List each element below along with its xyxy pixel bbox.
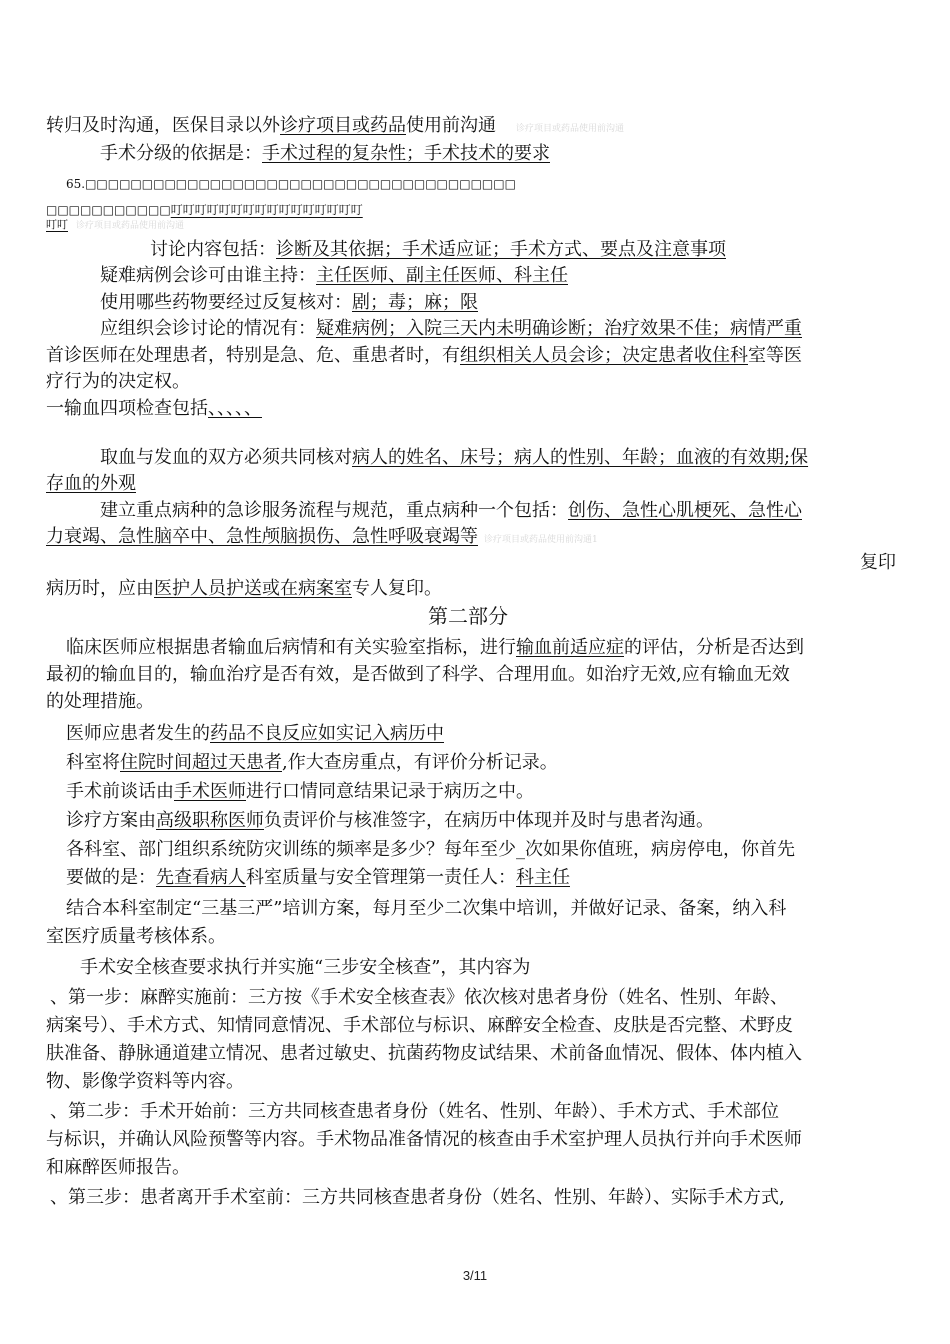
text-line: 结合本科室制定“三基三严”培训方案，每月至少二次集中培训，并做好记录、备案，纳入科	[66, 898, 787, 919]
text-line: 、第二步：手术开始前：三方共同核查患者身份（姓名、性别、年龄）、手术方式、手术部位	[50, 1101, 779, 1122]
text-span: 诊疗方案由	[66, 810, 156, 831]
text-line	[46, 525, 598, 552]
text-line	[46, 397, 262, 421]
text-line: 手术安全核查要求执行并实施“三步安全核查”，其内容为	[80, 957, 531, 978]
text-line	[150, 238, 726, 262]
text-line	[100, 264, 568, 288]
text-line: 各科室、部门组织系统防灾训练的频率是多少？每年至少_次如果你值班，病房停电，你首先	[66, 839, 795, 860]
text-span: 室等医	[748, 345, 802, 366]
text-line	[100, 446, 808, 470]
text-line: 病案号）、手术方式、知情同意情况、手术部位与标识、麻醉安全检查、皮肤是否完整、术野皮	[46, 1015, 793, 1036]
underlined-answer: 病人的姓名、床号；病人的性别、年龄；血液的有效期;保	[352, 447, 809, 468]
text-line	[46, 344, 802, 368]
text-line: 、第一步：麻醉实施前：三方按《手术安全核查表》依次核对患者身份（姓名、性别、年龄、	[50, 987, 788, 1008]
text-span: 叮叮	[46, 218, 68, 231]
underlined-answer: 剧；毒；麻；限	[352, 292, 478, 313]
text-span: 要做的是：	[66, 867, 156, 888]
text-span: ,作大查房重点，有评价分析记录。	[282, 752, 558, 773]
underlined-answer: 组织相关人员会诊；决定患者收住科	[460, 345, 748, 366]
text-line: 、第三步：患者离开手术室前：三方共同核查患者身份（姓名、性别、年龄）、实际手术方式,	[50, 1187, 785, 1208]
text-span: 应组织会诊讨论的情况有：	[100, 318, 316, 339]
text-line	[100, 317, 802, 341]
text-span: 首诊医师在处理患者，特别是急、危、重患者时，有	[46, 345, 460, 366]
underlined-answer: 诊疗项目或药品	[280, 115, 406, 136]
text-span: 负责评价与核准签字，在病历中体现并及时与患者沟通。	[264, 810, 714, 831]
text-span: 使用哪些药物要经过反复核对：	[100, 292, 352, 313]
text-span: 手术分级的依据是：	[100, 143, 262, 164]
underlined-answer: 手术医师	[174, 781, 246, 802]
text-line	[66, 809, 714, 833]
underlined-answer: 、、、、、	[208, 398, 262, 419]
text-span: 取血与发血的双方必须共同核对	[100, 447, 352, 468]
underlined-answer: 主任医师、副主任医师、科主任	[316, 265, 568, 286]
text-span: 科室质量与安全管理第一责任人：	[246, 867, 516, 888]
text-line	[46, 472, 136, 496]
text-span: 叮叮叮叮叮叮叮叮叮叮叮叮叮叮叮叮	[170, 203, 363, 217]
text-span: 使用前沟通	[406, 115, 496, 136]
page-number: 3/11	[462, 1268, 488, 1283]
text-line	[100, 499, 802, 523]
text-line: 最初的输血目的，输血治疗是否有效，是否做到了科学、合理用血。如治疗无效,应有输血无效	[46, 664, 790, 685]
text-span: 专人复印。	[352, 578, 442, 599]
text-span: □□□□□□□□□□□	[46, 203, 171, 217]
underlined-answer: 科主任	[516, 867, 570, 888]
text-line: 和麻醉医师报告。	[46, 1157, 190, 1178]
text-line	[66, 751, 558, 775]
text-span: 科室将	[66, 752, 120, 773]
underlined-answer: 创伤、急性心肌梗死、急性心	[568, 500, 802, 521]
underlined-answer: 药品不良反应如实记入病历中	[210, 723, 444, 744]
underlined-answer: 诊断及其依据；手术适应证；手术方式、要点及注意事项	[276, 239, 726, 260]
underlined-answer: 手术过程的复杂性；手术技术的要求	[262, 143, 550, 164]
faint-watermark-text: 诊疗项目或药品使用前沟通	[516, 124, 625, 134]
text-span: 手术前谈话由	[66, 781, 174, 802]
text-line: 与标识，并确认风险预警等内容。手术物品准备情况的核查由手术室护理人员执行并向手术医师	[46, 1129, 802, 1150]
text-line	[66, 866, 570, 890]
underlined-answer: 输血前适应症	[516, 637, 624, 658]
underlined-answer: 住院时间超过天患者	[120, 752, 282, 773]
text-line	[46, 577, 442, 601]
underlined-answer: 先查看病人	[156, 867, 246, 888]
underlined-answer: 疑难病例；入院三天内未明确诊断；治疗效果不佳；病情严重	[316, 318, 802, 339]
text-span: 转归及时沟通，医保目录以外	[46, 115, 280, 136]
underlined-answer: 医护人员护送或在病案室	[154, 578, 352, 599]
text-span: 的评估，分析是否达到	[624, 637, 804, 658]
text-line	[66, 780, 534, 804]
text-line	[66, 636, 804, 660]
text-span: 一输血四项检查包括	[46, 398, 208, 419]
faint-watermark-text: 诊疗项目或药品使用前沟通1	[484, 535, 598, 545]
text-line: 物、影像学资料等内容。	[46, 1071, 244, 1092]
text-span: 讨论内容包括：	[150, 239, 276, 260]
text-line	[66, 722, 444, 746]
text-line: 的处理措施。	[46, 691, 154, 712]
text-line: 肤准备、静脉通道建立情况、患者过敏史、抗菌药物皮试结果、术前备血情况、假体、体内植入	[46, 1043, 802, 1064]
text-line: 疗行为的决定权。	[46, 371, 190, 392]
faint-watermark-text: 诊疗项目或药品使用前沟通	[76, 221, 185, 231]
section-heading: 第二部分	[428, 604, 508, 628]
text-line: 室医疗质量考核体系。	[46, 926, 226, 947]
text-span: 疑难病例会诊可由谁主持：	[100, 265, 316, 286]
text-span: 医师应患者发生的	[66, 723, 210, 744]
underlined-answer: 高级职称医师	[156, 810, 264, 831]
underlined-answer: 力衰竭、急性脑卒中、急性颅脑损伤、急性呼吸衰竭等	[46, 526, 478, 547]
text-span: 病历时，应由	[46, 578, 154, 599]
text-line	[46, 114, 624, 141]
text-span: 建立重点病种的急诊服务流程与规范，重点病种一个包括：	[100, 500, 568, 521]
text-span: 进行口情同意结果记录于病历之中。	[246, 781, 534, 802]
underlined-answer: 存血的外观	[46, 473, 136, 494]
garbled-text-line: 65.□□□□□□□□□□□□□□□□□□□□□□□□□□□□□□□□□□□□□□	[66, 177, 516, 191]
garbled-text-line	[46, 218, 184, 233]
text-span: 临床医师应根据患者输血后病情和有关实验室指标，进行	[66, 637, 516, 658]
text-line: 复印	[860, 552, 896, 573]
text-line	[100, 142, 550, 166]
text-line	[100, 291, 478, 315]
